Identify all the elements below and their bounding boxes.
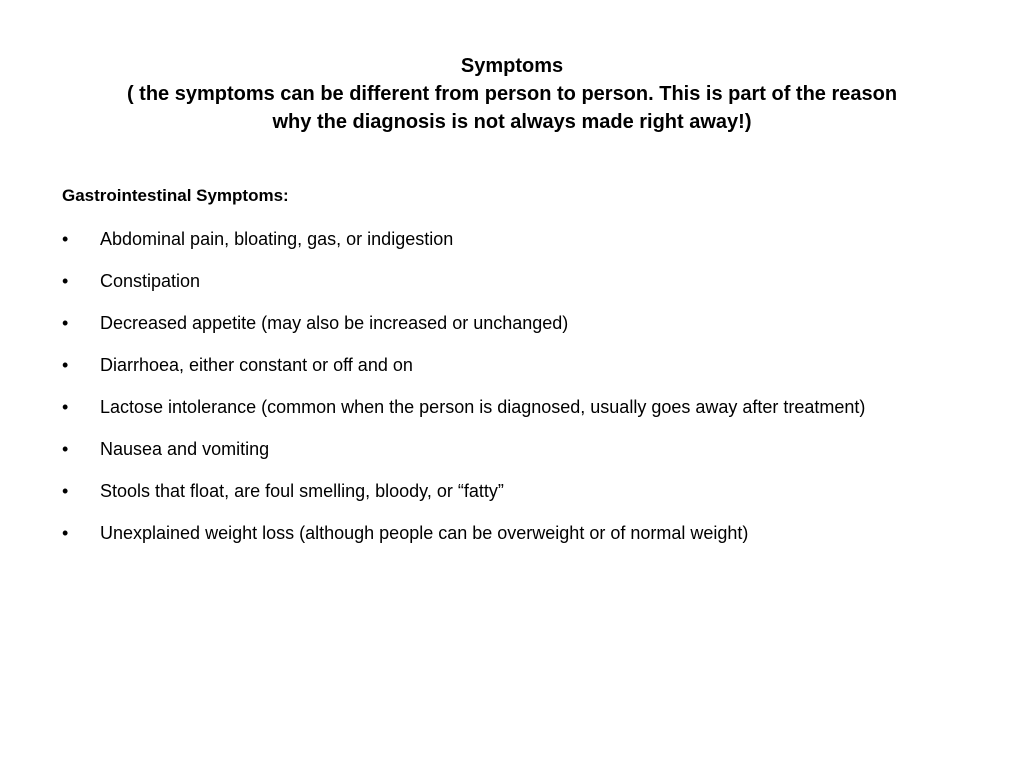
list-item <box>62 269 942 293</box>
title-line-1: Symptoms <box>460 55 564 77</box>
slide-title <box>60 52 964 136</box>
list-item-text: Unexplained weight loss (although people can be overweight or of normal weight) <box>100 523 749 543</box>
list-item <box>62 227 942 251</box>
list-item <box>62 353 942 377</box>
list-item-text: Nausea and vomiting <box>100 439 270 459</box>
list-item-text: Constipation <box>100 271 201 291</box>
list-item <box>62 395 942 419</box>
bullet-icon: • <box>62 355 69 375</box>
title-line-2: ( the symptoms can be different from person to person. This is part of the reason <box>126 83 898 105</box>
bullet-icon: • <box>62 439 69 459</box>
list-item-text: Abdominal pain, bloating, gas, or indigestion <box>100 229 454 249</box>
list-item-text: Diarrhoea, either constant or off and on <box>100 355 413 375</box>
bullet-icon: • <box>62 523 69 543</box>
list-item <box>62 437 942 461</box>
symptom-list <box>62 227 942 563</box>
bullet-icon: • <box>62 271 69 291</box>
bullet-icon: • <box>62 481 69 501</box>
section-heading: Gastrointestinal Symptoms: <box>62 186 289 205</box>
list-item <box>62 521 942 545</box>
list-item <box>62 479 942 503</box>
title-line-3: why the diagnosis is not always made right away!) <box>272 111 752 133</box>
list-item <box>62 311 942 335</box>
bullet-icon: • <box>62 313 69 333</box>
bullet-icon: • <box>62 229 69 249</box>
list-item-text: Decreased appetite (may also be increased or unchanged) <box>100 313 569 333</box>
list-item-text: Stools that float, are foul smelling, bloody, or “fatty” <box>100 481 504 501</box>
list-item-text: Lactose intolerance (common when the person is diagnosed, usually goes away after treatment) <box>100 397 866 417</box>
bullet-icon: • <box>62 397 69 417</box>
